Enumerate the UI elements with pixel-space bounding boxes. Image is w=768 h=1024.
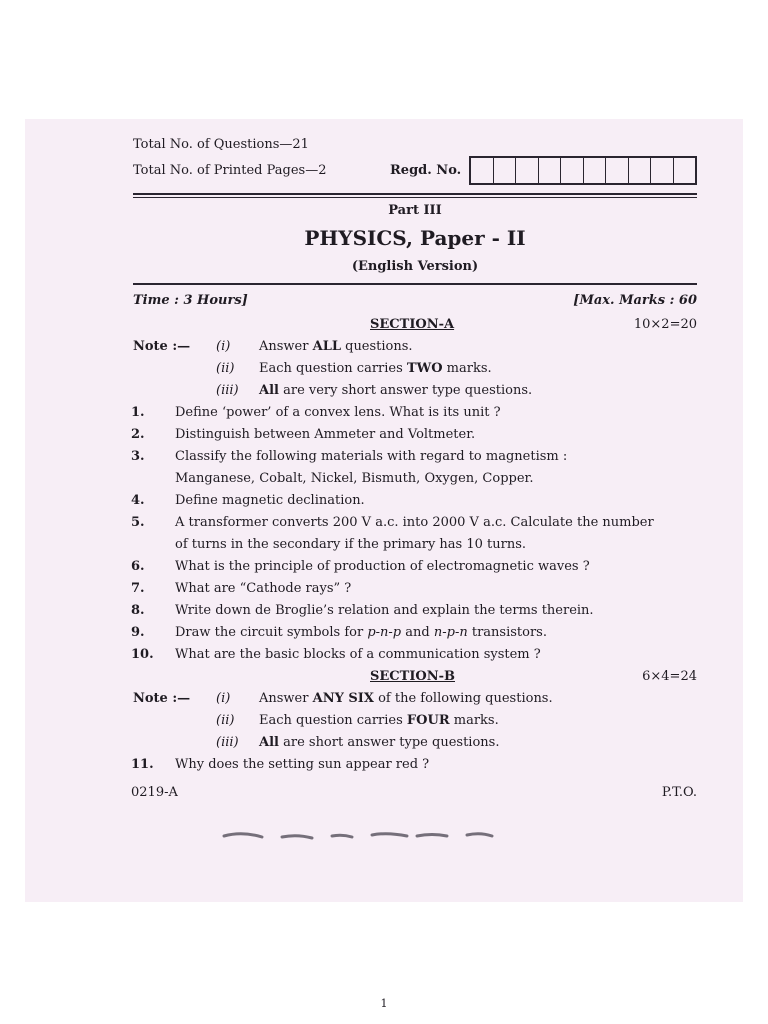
total-pages: Total No. of Printed Pages—2 <box>133 163 327 178</box>
question-number: 11. <box>131 757 154 772</box>
regd-digit-cell <box>494 158 517 183</box>
question-number: 7. <box>131 581 145 596</box>
section-b-heading: SECTION-B <box>370 669 455 684</box>
total-questions: Total No. of Questions—21 <box>133 137 309 152</box>
note-num: (iii) <box>216 383 239 398</box>
regd-label: Regd. No. <box>390 163 462 178</box>
question-text: What are “Cathode rays” ? <box>175 581 352 596</box>
page-number: 1 <box>380 997 388 1010</box>
part-label: Part III <box>388 203 442 218</box>
note-text: Answer ALL questions. <box>259 339 413 354</box>
title-rule <box>133 283 697 285</box>
question-text: Why does the setting sun appear red ? <box>175 757 430 772</box>
version-label: (English Version) <box>351 259 479 274</box>
regd-number-boxes <box>469 156 697 185</box>
question-number: 6. <box>131 559 145 574</box>
regd-digit-cell <box>516 158 539 183</box>
question-number: 10. <box>131 647 154 662</box>
note-text: Each question carries TWO marks. <box>259 361 492 376</box>
regd-digit-cell <box>606 158 629 183</box>
question-number: 3. <box>131 449 145 464</box>
note-num: (i) <box>216 691 231 706</box>
question-text: Draw the circuit symbols for p-n-p and n-p-n transistors. <box>175 625 547 640</box>
note-text: All are very short answer type questions. <box>259 383 533 398</box>
question-text: What is the principle of production of electromagnetic waves ? <box>175 559 590 574</box>
paper-code: 0219-A <box>131 785 178 800</box>
regd-digit-cell <box>651 158 674 183</box>
question-text: of turns in the secondary if the primary has 10 turns. <box>175 537 527 552</box>
time-allowed: Time : 3 Hours] <box>133 293 248 308</box>
note-num: (i) <box>216 339 231 354</box>
section-a-heading: SECTION-A <box>370 317 455 332</box>
section-b-marks: 6×4=24 <box>642 669 697 684</box>
note-text: Answer ANY SIX of the following questions. <box>259 691 553 706</box>
header-rule-bottom <box>133 197 697 198</box>
regd-digit-cell <box>471 158 494 183</box>
regd-digit-cell <box>539 158 562 183</box>
question-text: Distinguish between Ammeter and Voltmeter. <box>175 427 476 442</box>
question-number: 5. <box>131 515 145 530</box>
question-text: A transformer converts 200 V a.c. into 2000 V a.c. Calculate the number <box>175 515 654 530</box>
question-text: What are the basic blocks of a communication system ? <box>175 647 541 662</box>
section-a-marks: 10×2=20 <box>633 317 697 332</box>
regd-digit-cell <box>674 158 696 183</box>
note-num: (iii) <box>216 735 239 750</box>
note-text: Each question carries FOUR marks. <box>259 713 499 728</box>
question-text: Classify the following materials with regard to magnetism : <box>175 449 568 464</box>
question-number: 9. <box>131 625 145 640</box>
section-b-note-label: Note :— <box>133 691 191 706</box>
question-number: 2. <box>131 427 145 442</box>
question-text: Define ‘power’ of a convex lens. What is its unit ? <box>175 405 501 420</box>
max-marks: [Max. Marks : 60 <box>573 293 697 308</box>
regd-digit-cell <box>584 158 607 183</box>
regd-digit-cell <box>629 158 652 183</box>
question-text: Define magnetic declination. <box>175 493 365 508</box>
question-text: Manganese, Cobalt, Nickel, Bismuth, Oxygen, Copper. <box>175 471 534 486</box>
note-num: (ii) <box>216 361 235 376</box>
question-number: 4. <box>131 493 145 508</box>
pto-label: P.T.O. <box>661 785 697 800</box>
note-num: (ii) <box>216 713 235 728</box>
scan-smudge <box>222 828 512 842</box>
question-number: 8. <box>131 603 145 618</box>
question-number: 1. <box>131 405 145 420</box>
question-text: Write down de Broglie’s relation and explain the terms therein. <box>175 603 594 618</box>
header-rule-top <box>133 193 697 195</box>
paper-title: PHYSICS, Paper - II <box>304 226 526 250</box>
section-a-note-label: Note :— <box>133 339 191 354</box>
regd-digit-cell <box>561 158 584 183</box>
note-text: All are short answer type questions. <box>259 735 500 750</box>
